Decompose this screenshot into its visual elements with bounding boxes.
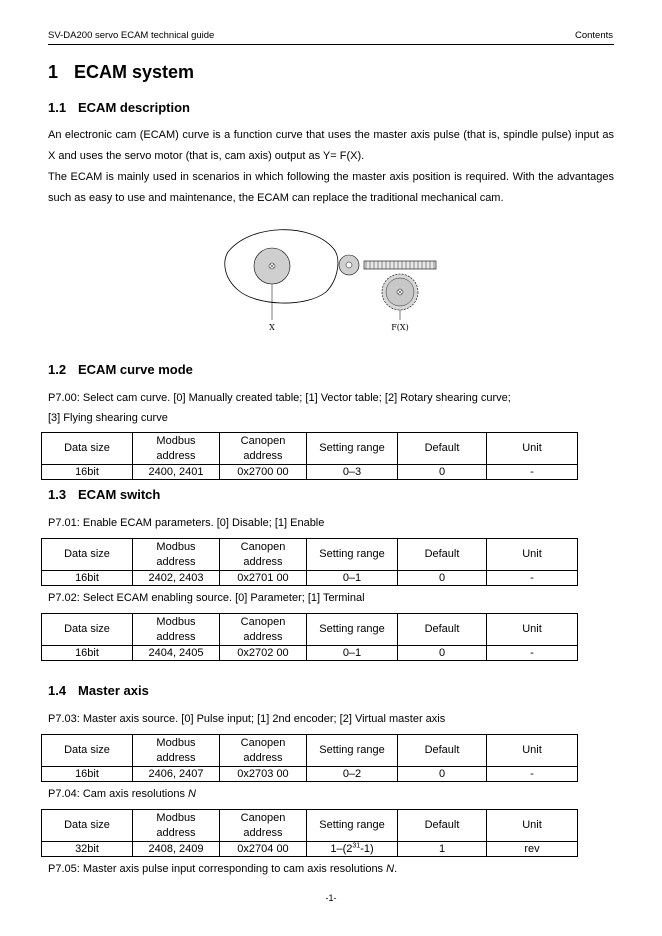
cell-canopen: 0x2703 00: [220, 767, 307, 782]
section-number: 1.2: [48, 362, 67, 377]
param-p703-desc: P7.03: Master axis source. [0] Pulse input; [1] 2nd encoder; [2] Virtual master axis: [48, 713, 446, 725]
header-canopen: Canopen address: [220, 735, 307, 767]
cell-modbus: 2408, 2409: [133, 842, 220, 857]
cell-unit: rev: [487, 842, 578, 857]
header-rule: [48, 44, 614, 45]
header-unit: Unit: [487, 539, 578, 571]
section-number: 1.4: [48, 683, 67, 698]
output-gear: [382, 274, 418, 310]
header-default: Default: [398, 539, 487, 571]
cell-canopen: 0x2700 00: [220, 465, 307, 480]
section-number: 1.3: [48, 487, 67, 502]
header-setting-range: Setting range: [307, 614, 398, 646]
cell-modbus: 2402, 2403: [133, 571, 220, 586]
header-data-size: Data size: [42, 735, 133, 767]
header-modbus: Modbus address: [133, 810, 220, 842]
header-unit: Unit: [487, 614, 578, 646]
header-modbus: Modbus address: [133, 539, 220, 571]
cell-canopen: 0x2701 00: [220, 571, 307, 586]
table-row: [42, 646, 578, 661]
param-p700-desc-2: [3] Flying shearing curve: [48, 412, 168, 424]
cell-modbus: 2404, 2405: [133, 646, 220, 661]
param-p702-desc: P7.02: Select ECAM enabling source. [0] Parameter; [1] Terminal: [48, 592, 365, 604]
table-header-row: [42, 614, 578, 646]
param-p703-table: [41, 734, 578, 782]
rack-bar: [364, 261, 436, 269]
header-data-size: Data size: [42, 433, 133, 465]
cell-default: 0: [398, 571, 487, 586]
param-p701-desc: P7.01: Enable ECAM parameters. [0] Disable; [1] Enable: [48, 517, 325, 529]
cell-data-size: 16bit: [42, 646, 133, 661]
cell-data-size: 16bit: [42, 767, 133, 782]
section-heading-1-4: [48, 683, 149, 698]
section-number: 1.1: [48, 100, 67, 115]
section-title: ECAM switch: [78, 487, 161, 502]
section-title: ECAM description: [78, 100, 190, 115]
header-default: Default: [398, 614, 487, 646]
cell-modbus: 2406, 2407: [133, 767, 220, 782]
header-canopen: Canopen address: [220, 539, 307, 571]
header-canopen: Canopen address: [220, 433, 307, 465]
header-setting-range: Setting range: [307, 539, 398, 571]
cell-range: 0–1: [307, 646, 398, 661]
description-paragraph-2: The ECAM is mainly used in scenarios in which following the master axis position is required. With the advantages such as easy to use and maintenance, the ECAM can replace the traditional mechanical cam.: [48, 171, 614, 204]
cell-range: $1-(2^{31}-1)$: [307, 842, 398, 857]
section-title: ECAM curve mode: [78, 362, 193, 377]
header-modbus: Modbus address: [133, 735, 220, 767]
cell-range: 0–2: [307, 767, 398, 782]
cell-range: 0–1: [307, 571, 398, 586]
cell-data-size: 16bit: [42, 571, 133, 586]
chapter-title: ECAM system: [74, 62, 195, 82]
table-row: [42, 571, 578, 586]
cell-data-size: 32bit: [42, 842, 133, 857]
page-number: -1-: [325, 893, 337, 903]
running-header-title: SV-DA200 servo ECAM technical guide: [48, 30, 215, 41]
header-setting-range: Setting range: [307, 735, 398, 767]
cell-default: 1: [398, 842, 487, 857]
header-default: Default: [398, 735, 487, 767]
param-p705-desc: P7.05: Master axis pulse input corresponding to cam axis resolutions N.: [48, 863, 398, 875]
table-header-row: [42, 433, 578, 465]
cell-range: 0–3: [307, 465, 398, 480]
description-text: [48, 125, 614, 209]
table-header-row: [42, 735, 578, 767]
cell-canopen: 0x2704 00: [220, 842, 307, 857]
cell-modbus: 2400, 2401: [133, 465, 220, 480]
param-p700-desc-1: P7.00: Select cam curve. [0] Manually created table; [1] Vector table; [2] Rotary shearing curve;: [48, 392, 511, 404]
ecam-diagram: [218, 224, 444, 338]
header-modbus: Modbus address: [133, 433, 220, 465]
param-p701-table: [41, 538, 578, 586]
header-default: Default: [398, 433, 487, 465]
table-row: [42, 767, 578, 782]
cell-unit: -: [487, 646, 578, 661]
section-heading-1-1: [48, 100, 190, 115]
cell-default: 0: [398, 465, 487, 480]
header-canopen: Canopen address: [220, 614, 307, 646]
section-heading-1-3: [48, 487, 160, 502]
header-data-size: Data size: [42, 539, 133, 571]
cell-canopen: 0x2702 00: [220, 646, 307, 661]
header-data-size: Data size: [42, 614, 133, 646]
header-unit: Unit: [487, 810, 578, 842]
cell-unit: -: [487, 571, 578, 586]
header-canopen: Canopen address: [220, 810, 307, 842]
cell-default: 0: [398, 767, 487, 782]
cell-data-size: 16bit: [42, 465, 133, 480]
running-header-section: Contents: [574, 30, 613, 41]
section-heading-1-2: [48, 362, 193, 377]
header-default: Default: [398, 810, 487, 842]
header-setting-range: Setting range: [307, 810, 398, 842]
cell-unit: -: [487, 465, 578, 480]
table-row: [42, 842, 578, 857]
param-p700-table: [41, 432, 578, 480]
header-unit: Unit: [487, 433, 578, 465]
param-p702-table: [41, 613, 578, 661]
cell-default: 0: [398, 646, 487, 661]
table-row: [42, 465, 578, 480]
chapter-number: 1: [48, 62, 59, 82]
param-p704-table: [41, 809, 578, 857]
cell-unit: -: [487, 767, 578, 782]
chapter-heading: [48, 62, 194, 83]
table-header-row: [42, 539, 578, 571]
header-data-size: Data size: [42, 810, 133, 842]
table-header-row: [42, 810, 578, 842]
header-setting-range: Setting range: [307, 433, 398, 465]
label-x: X: [269, 323, 275, 332]
header-unit: Unit: [487, 735, 578, 767]
section-title: Master axis: [78, 683, 149, 698]
param-p704-desc: P7.04: Cam axis resolutions N: [48, 788, 196, 800]
description-paragraph-1: An electronic cam (ECAM) curve is a function curve that uses the master axis pulse (that is, spindle pulse) input as X and uses the servo motor (that is, cam axis) output as Y= F(X).: [48, 129, 614, 162]
header-modbus: Modbus address: [133, 614, 220, 646]
label-fx: F(X): [391, 323, 409, 332]
